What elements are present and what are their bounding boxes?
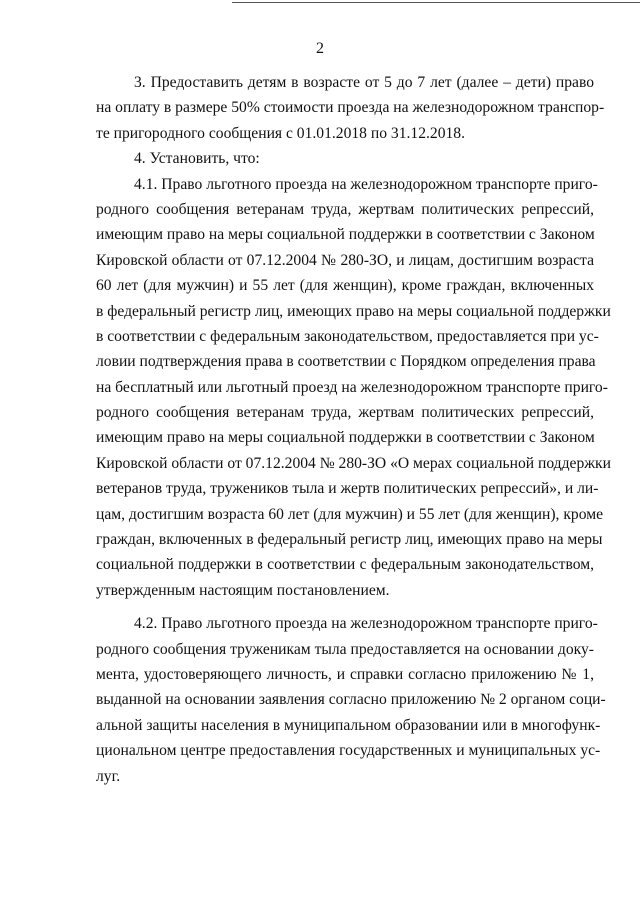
text-line: ловии подтверждения права в соответствии с Порядком определения права [96, 353, 596, 371]
text-line: те пригородного сообщения с 01.01.2018 по 31.12.2018. [96, 124, 465, 142]
paragraph-gap [96, 603, 594, 611]
top-border-line [232, 2, 640, 3]
page-number: 2 [316, 40, 324, 57]
text-line: родного сообщения ветеранам труда, жертвам политических репрессий, [96, 404, 594, 422]
text-line: в соответствии с федеральным законодательством, предоставляется при ус- [96, 327, 599, 345]
text-line: луг. [96, 767, 121, 785]
text-line: 3. Предоставить детям в возрасте от 5 до 7 лет (далее – дети) право [134, 74, 594, 91]
text-line: имеющим право на меры социальной поддержки в соответствии с Законом [96, 429, 595, 447]
text-line: 4.2. Право льготного проезда на железнодорожном транспорте приго- [134, 615, 598, 633]
paragraph-4-1 [96, 172, 611, 604]
text-line: граждан, включенных в федеральный регистр лиц, имеющих право на меры [96, 531, 603, 549]
text-line: утвержденным настоящим постановлением. [96, 581, 390, 599]
text-line: имеющим право на меры социальной поддержки в соответствии с Законом [96, 226, 595, 244]
text-line: ветеранов труда, тружеников тыла и жертв политических репрессий», и ли- [96, 480, 599, 498]
paragraph-4 [96, 146, 594, 171]
paragraph-4-2 [96, 611, 606, 789]
text-line: цам, достигшим возраста 60 лет (для мужчин) и 55 лет (для женщин), кроме [96, 505, 603, 523]
text-line: 60 лет (для мужчин) и 55 лет (для женщин), кроме граждан, включенных [96, 277, 594, 295]
text-line: выданной на основании заявления согласно приложению № 2 органом соци- [96, 691, 606, 709]
text-line: на бесплатный или льготный проезд на железнодорожном транспорте приго- [96, 378, 608, 396]
text-line: социальной поддержки в соответствии с федеральным законодательством, [96, 556, 594, 574]
paragraph-3 [96, 70, 605, 146]
text-line: альной защиты населения в муниципальном образовании или в многофунк- [96, 716, 601, 734]
text-line: родного сообщения труженикам тыла предоставляется на основании доку- [96, 640, 594, 658]
text-line: мента, удостоверяющего личность, и справки согласно приложению № 1, [96, 665, 594, 683]
text-line: на оплату в размере 50% стоимости проезда на железнодорожном транспор- [96, 99, 605, 117]
text-line: циональном центре предоставления государственных и муниципальных ус- [96, 742, 601, 760]
text-line: Кировской области от 07.12.2004 № 280-ЗО «О мерах социальной поддержки [96, 454, 611, 472]
text-line: 4.1. Право льготного проезда на железнодорожном транспорте приго- [134, 175, 598, 193]
text-line: Кировской области от 07.12.2004 № 280-ЗО, и лицам, достигшим возраста [96, 251, 594, 269]
text-line: в федеральный регистр лиц, имеющих право на меры социальной поддержки [96, 302, 611, 320]
document-body [96, 70, 611, 789]
text-line: 4. Установить, что: [134, 150, 260, 168]
text-line: родного сообщения ветеранам труда, жертвам политических репрессий, [96, 200, 594, 218]
